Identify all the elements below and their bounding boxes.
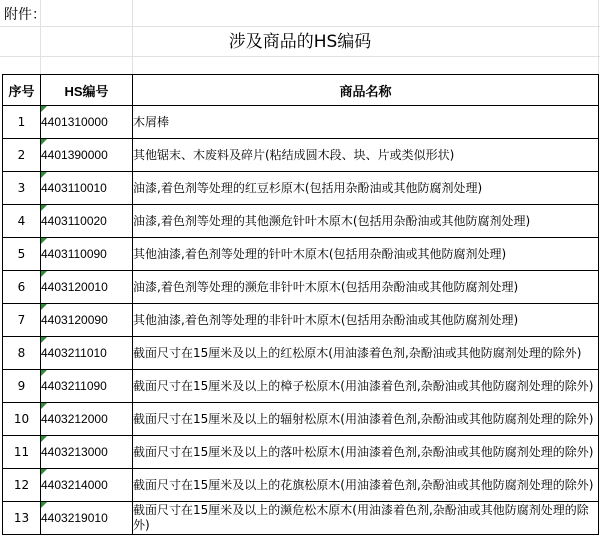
product-name-cell[interactable]: 其他油漆,着色剂等处理的针叶木原木(包括用杂酚油或其他防腐剂处理) [133, 238, 599, 271]
hs-code-cell[interactable]: 4401310000 [41, 106, 133, 139]
table-row [3, 403, 599, 436]
row-index-cell[interactable]: 10 [3, 403, 41, 436]
gridline [0, 26, 600, 27]
product-name-cell[interactable]: 截面尺寸在15厘米及以上的红松原木(用油漆着色剂,杂酚油或其他防腐剂处理的除外) [133, 337, 599, 370]
table-row [3, 172, 599, 205]
hs-code-table [2, 74, 599, 535]
product-name-cell[interactable]: 其他油漆,着色剂等处理的非针叶木原木(包括用杂酚油或其他防腐剂处理) [133, 304, 599, 337]
header-index[interactable]: 序号 [3, 75, 41, 106]
table-row [3, 502, 599, 535]
product-name-cell[interactable]: 油漆,着色剂等处理的其他濒危针叶木原木(包括用杂酚油或其他防腐剂处理) [133, 205, 599, 238]
header-row [3, 75, 599, 106]
table-row [3, 436, 599, 469]
hs-code-cell[interactable]: 4403212000 [41, 403, 133, 436]
hs-code-cell[interactable]: 4403120090 [41, 304, 133, 337]
row-index-cell[interactable]: 1 [3, 106, 41, 139]
row-index-cell[interactable]: 12 [3, 469, 41, 502]
product-name-cell[interactable]: 截面尺寸在15厘米及以上的樟子松原木(用油漆着色剂,杂酚油或其他防腐剂处理的除外) [133, 370, 599, 403]
row-index-cell[interactable]: 6 [3, 271, 41, 304]
product-name-cell[interactable]: 截面尺寸在15厘米及以上的落叶松原木(用油漆着色剂,杂酚油或其他防腐剂处理的除外) [133, 436, 599, 469]
product-name-cell[interactable]: 油漆,着色剂等处理的红豆杉原木(包括用杂酚油或其他防腐剂处理) [133, 172, 599, 205]
table-row [3, 271, 599, 304]
row-index-cell[interactable]: 5 [3, 238, 41, 271]
table-body [3, 106, 599, 535]
table-row [3, 304, 599, 337]
row-index-cell[interactable]: 8 [3, 337, 41, 370]
product-name-cell[interactable]: 油漆,着色剂等处理的濒危非针叶木原木(包括用杂酚油或其他防腐剂处理) [133, 271, 599, 304]
hs-code-cell[interactable]: 4403219010 [41, 502, 133, 535]
row-index-cell[interactable]: 13 [3, 502, 41, 535]
hs-code-cell[interactable]: 4403213000 [41, 436, 133, 469]
table-row [3, 370, 599, 403]
product-name-cell[interactable]: 木屑棒 [133, 106, 599, 139]
hs-code-cell[interactable]: 4403110010 [41, 172, 133, 205]
table-row [3, 205, 599, 238]
table-row [3, 469, 599, 502]
hs-code-cell[interactable]: 4403120010 [41, 271, 133, 304]
hs-code-cell[interactable]: 4403110020 [41, 205, 133, 238]
row-index-cell[interactable]: 3 [3, 172, 41, 205]
row-index-cell[interactable]: 7 [3, 304, 41, 337]
sheet-title[interactable]: 涉及商品的HS编码 [228, 32, 372, 52]
header-hs-code[interactable]: HS编号 [41, 75, 133, 106]
table-row [3, 139, 599, 172]
table-row [3, 106, 599, 139]
row-index-cell[interactable]: 9 [3, 370, 41, 403]
header-product-name[interactable]: 商品名称 [133, 75, 599, 106]
product-name-cell[interactable]: 其他锯末、木废料及碎片(粘结成圆木段、块、片或类似形状) [133, 139, 599, 172]
table-row [3, 337, 599, 370]
hs-code-cell[interactable]: 4401390000 [41, 139, 133, 172]
product-name-cell[interactable]: 截面尺寸在15厘米及以上的濒危松木原木(用油漆着色剂,杂酚油或其他防腐剂处理的除外) [133, 502, 599, 535]
hs-code-cell[interactable]: 4403110090 [41, 238, 133, 271]
row-index-cell[interactable]: 2 [3, 139, 41, 172]
table-row [3, 238, 599, 271]
attachment-label[interactable]: 附件： [4, 7, 46, 23]
row-index-cell[interactable]: 11 [3, 436, 41, 469]
hs-code-cell[interactable]: 4403211090 [41, 370, 133, 403]
hs-code-cell[interactable]: 4403214000 [41, 469, 133, 502]
product-name-cell[interactable]: 截面尺寸在15厘米及以上的辐射松原木(用油漆着色剂,杂酚油或其他防腐剂处理的除外) [133, 403, 599, 436]
gridline [0, 56, 600, 57]
row-index-cell[interactable]: 4 [3, 205, 41, 238]
product-name-cell[interactable]: 截面尺寸在15厘米及以上的花旗松原木(用油漆着色剂,杂酚油或其他防腐剂处理的除外) [133, 469, 599, 502]
hs-code-cell[interactable]: 4403211010 [41, 337, 133, 370]
